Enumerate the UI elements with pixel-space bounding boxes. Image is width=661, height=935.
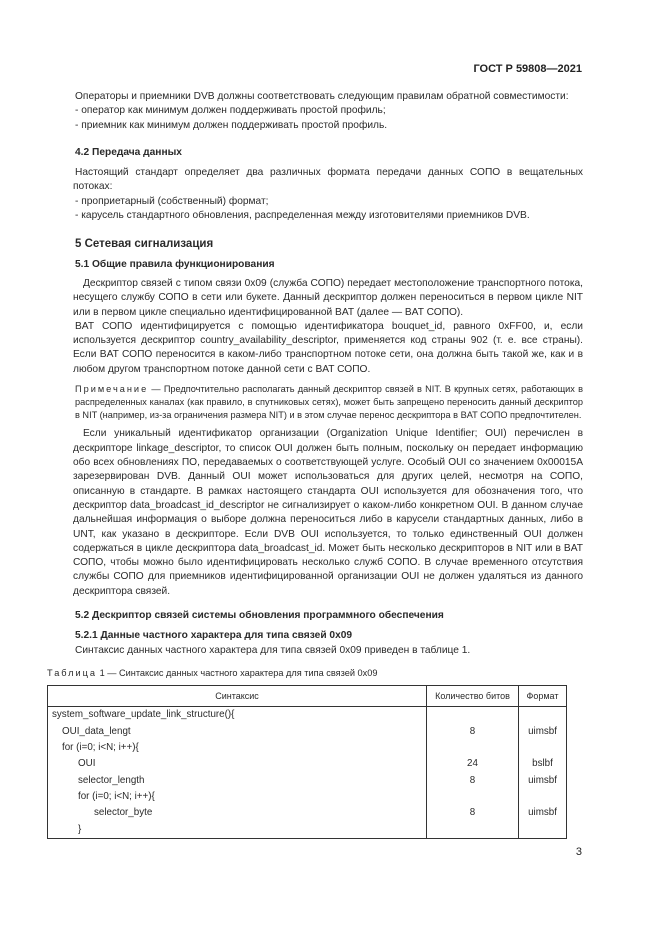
note-text: — Предпочтительно располагать данный дескриптор связей в NIT. В крупных сетях, работающих в распределенных каналах (как правило, в спутниковых сетях), может быть запрещено переносить данный дескриптор в NIT (например, из-за ограничения размера NIT) и в этом случае перенос дескриптора в BAT СОПО предпочтителен.	[75, 384, 583, 420]
section-4-2-paragraph: Настоящий стандарт определяет два различных формата передачи данных СОПО в вещательных потоках:	[73, 167, 583, 193]
intro-paragraph: Операторы и приемники DVB должны соответствовать следующим правилам обратной совместимости:	[75, 91, 569, 102]
cell-syntax: for (i=0; i<N; i++){	[48, 789, 427, 805]
cell-format: bslbf	[519, 756, 567, 772]
cell-syntax: system_software_update_link_structure(){	[48, 707, 427, 724]
cell-bits: 8	[427, 724, 519, 740]
section-4-2-list-item: - проприетарный (собственный) формат;	[75, 195, 269, 207]
cell-format	[519, 822, 567, 839]
header-bits: Количество битов	[427, 686, 519, 707]
note-label: Примечание	[75, 384, 149, 395]
document-id: ГОСТ Р 59808—2021	[473, 63, 582, 75]
intro-list-item: - приемник как минимум должен поддерживать простой профиль.	[75, 119, 388, 131]
table-row	[48, 773, 567, 789]
intro-list-item: - оператор как минимум должен поддерживать простой профиль;	[75, 105, 386, 117]
cell-syntax: selector_length	[48, 773, 427, 789]
section-5-heading: 5 Сетевая сигнализация	[75, 238, 214, 251]
cell-bits: 8	[427, 773, 519, 789]
cell-format	[519, 789, 567, 805]
section-4-2-heading: 4.2 Передача данных	[75, 146, 182, 158]
section-5-1-heading: 5.1 Общие правила функционирования	[75, 258, 275, 270]
table-header-row	[48, 686, 567, 707]
table-caption	[47, 666, 583, 680]
section-5-2-heading: 5.2 Дескриптор связей системы обновления программного обеспечения	[75, 610, 444, 621]
cell-syntax: OUI	[48, 756, 427, 772]
table-row	[48, 822, 567, 839]
page-number: 3	[575, 846, 582, 858]
cell-format: uimsbf	[519, 724, 567, 740]
cell-bits	[427, 740, 519, 756]
cell-format: uimsbf	[519, 805, 567, 821]
table-row	[48, 707, 567, 724]
table-row	[48, 740, 567, 756]
cell-format: uimsbf	[519, 773, 567, 789]
cell-bits	[427, 822, 519, 839]
table-row	[48, 756, 567, 772]
cell-syntax: for (i=0; i<N; i++){	[48, 740, 427, 756]
section-5-1-paragraph-3: Если уникальный идентификатор организации (Organization Unique Identifier; OUI) перечислен в дескрипторе linkage_descriptor, то список OUI должен быть полным, поскольку он передает информацию обо всех обновлениях ПО, передаваемых о соответствующей услуге. Особый OUI со значением 0x00015A зарезервирован DVB. Данный OUI может использоваться для других целей, несмотря на СОПО, описанную в стандарте. В рамках настоящего стандарта OUI используется для обозначения того, что дескриптор data_broadcast_id_descriptor не сигнализирует о каком-либо конкретном OUI. В данном случае дальнейшая информация о выборе должна переноситься либо в карусели стандартных данных, либо в UNT, как указано в дескрипторе. Если DVB OUI используется, то только единственный OUI должен содержаться в цикле дескриптора data_broadcast_id. Может быть несколько дескрипторов в NIT или в BAT СОПО, чтобы можно было идентифицировать несколько служб СОПО. В случае временного отсутствия службы СОПО для приемников идентифицированной организации OUI не должен удаляться из данного дескриптора связей.	[73, 428, 583, 597]
table-row	[48, 724, 567, 740]
cell-format	[519, 707, 567, 724]
page-content	[47, 90, 583, 839]
section-5-1-paragraph-2: BAT СОПО идентифицируется с помощью идентификатора bouquet_id, равного 0xFF00, и, если используется дескриптор country_availability_descriptor, применяется код страны 902 (т. е. все страны). Если BAT СОПО переносится в каком-либо транспортном потоке сети, она должна быть такой же, как и в любом другом транспортном потоке данной сети с BAT СОПО.	[73, 320, 583, 375]
cell-syntax: selector_byte	[48, 805, 427, 821]
section-5-1-paragraph-1: Дескриптор связей с типом связи 0x09 (служба СОПО) передает местоположение транспортного потока, несущего службу СОПО в сети или букете. Данный дескриптор должен переноситься в первом цикле NIT или в первом цикле специально идентифицированной BAT (далее — BAT СОПО).	[73, 277, 583, 318]
table-row	[48, 805, 567, 821]
note	[75, 383, 583, 421]
cell-bits	[427, 707, 519, 724]
header-format: Формат	[519, 686, 567, 707]
table-caption-text: 1 — Синтаксис данных частного характера для типа связей 0x09	[97, 667, 378, 678]
cell-bits: 24	[427, 756, 519, 772]
syntax-table	[47, 685, 567, 839]
header-syntax: Синтаксис	[48, 686, 427, 707]
table-caption-label: Таблица	[47, 667, 98, 678]
section-5-2-1-heading: 5.2.1 Данные частного характера для типа связей 0x09	[75, 630, 353, 642]
section-5-2-1-paragraph: Синтаксис данных частного характера для типа связей 0x09 приведен в таблице 1.	[75, 644, 471, 656]
cell-bits: 8	[427, 805, 519, 821]
cell-bits	[427, 789, 519, 805]
cell-syntax: }	[48, 822, 427, 839]
cell-format	[519, 740, 567, 756]
cell-syntax: OUI_data_lengt	[48, 724, 427, 740]
section-4-2-list-item: - карусель стандартного обновления, распределенная между изготовителями приемников DVB.	[75, 210, 530, 222]
table-row	[48, 789, 567, 805]
